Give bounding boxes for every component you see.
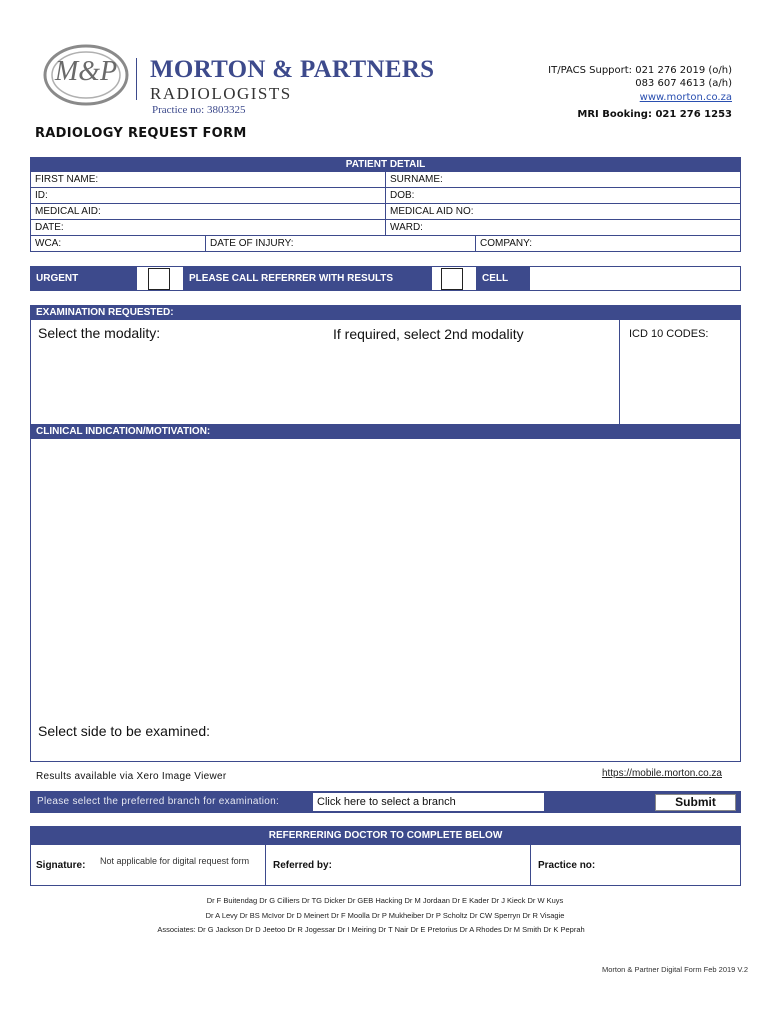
practice-name: MORTON & PARTNERS bbox=[150, 56, 435, 83]
id-field[interactable]: ID: bbox=[31, 188, 386, 203]
icd-divider bbox=[619, 320, 620, 424]
date-field[interactable]: DATE: bbox=[31, 220, 386, 235]
practice-sub: RADIOLOGISTS bbox=[150, 84, 292, 103]
mri-booking: MRI Booking: 021 276 1253 bbox=[577, 109, 732, 120]
referred-by-field[interactable]: Referred by: bbox=[273, 860, 332, 871]
support-line2: 083 607 4613 (a/h) bbox=[635, 78, 732, 89]
icd-codes-label[interactable]: ICD 10 CODES: bbox=[629, 328, 709, 340]
branch-select[interactable]: Click here to select a branch bbox=[313, 793, 544, 811]
examination-header: EXAMINATION REQUESTED: bbox=[30, 305, 741, 320]
wca-field[interactable]: WCA: bbox=[31, 236, 206, 251]
date-of-injury-field[interactable]: DATE OF INJURY: bbox=[206, 236, 476, 251]
signature-divider bbox=[265, 845, 266, 885]
doctors-line-2: Dr A Levy Dr BS McIvor Dr D Meinert Dr F Moolla Dr P Mukheiber Dr P Scholtz Dr CW Sperryn Dr R Visagie bbox=[205, 911, 565, 920]
website-link[interactable]: www.morton.co.za bbox=[639, 92, 732, 103]
cell-input[interactable] bbox=[530, 267, 740, 290]
doctors-line-3: Associates: Dr G Jackson Dr D Jeetoo Dr R Jogessar Dr I Meiring Dr T Nair Dr E Pretorius Dr A Rhodes Dr M Smith Dr K Peprah bbox=[157, 925, 585, 934]
submit-button[interactable]: Submit bbox=[655, 794, 736, 811]
form-title: RADIOLOGY REQUEST FORM bbox=[35, 126, 247, 141]
branch-label: Please select the preferred branch for examination: bbox=[37, 796, 280, 807]
mobile-link[interactable]: https://mobile.morton.co.za bbox=[601, 768, 722, 779]
logo-monogram: M&P bbox=[54, 56, 118, 87]
modality2-select[interactable]: If required, select 2nd modality bbox=[333, 326, 524, 342]
call-referrer-checkbox[interactable] bbox=[441, 268, 463, 290]
xero-viewer-text: Results available via Xero Image Viewer bbox=[36, 771, 227, 782]
call-referrer-label: PLEASE CALL REFERRER WITH RESULTS bbox=[183, 266, 432, 291]
patient-detail-header: PATIENT DETAIL bbox=[30, 157, 741, 172]
clinical-textarea[interactable] bbox=[32, 440, 739, 715]
ward-field[interactable]: WARD: bbox=[390, 222, 423, 233]
practice-number: Practice no: 3803325 bbox=[152, 104, 246, 116]
company-field[interactable]: COMPANY: bbox=[480, 238, 533, 249]
signature-label: Signature: bbox=[36, 860, 86, 871]
modality-select[interactable]: Select the modality: bbox=[38, 325, 161, 341]
dob-field[interactable]: DOB: bbox=[390, 190, 415, 201]
first-name-field[interactable]: FIRST NAME: bbox=[31, 172, 386, 187]
clinical-header: CLINICAL INDICATION/MOTIVATION: bbox=[30, 424, 741, 439]
referring-header: REFERRERING DOCTOR TO COMPLETE BELOW bbox=[30, 826, 741, 845]
urgent-label: URGENT bbox=[30, 266, 137, 291]
examination-section bbox=[30, 305, 741, 425]
medical-aid-no-field[interactable]: MEDICAL AID NO: bbox=[390, 206, 474, 217]
medical-aid-field[interactable]: MEDICAL AID: bbox=[31, 204, 386, 219]
support-line1: IT/PACS Support: 021 276 2019 (o/h) bbox=[548, 65, 732, 76]
urgent-checkbox[interactable] bbox=[148, 268, 170, 290]
not-applicable-note: Not applicable for digital request form bbox=[100, 856, 250, 866]
cell-label: CELL bbox=[476, 266, 530, 291]
form-version: Morton & Partner Digital Form Feb 2019 V.2 bbox=[601, 965, 748, 974]
practice-no-field[interactable]: Practice no: bbox=[538, 860, 596, 871]
side-select[interactable]: Select side to be examined: bbox=[38, 723, 210, 739]
referred-divider bbox=[530, 845, 531, 885]
surname-field[interactable]: SURNAME: bbox=[390, 174, 443, 185]
logo-divider bbox=[136, 58, 137, 100]
doctors-line-1: Dr F Buitendag Dr G Cilliers Dr TG Dicker Dr GEB Hacking Dr M Jordaan Dr E Kader Dr J Kieck Dr W Kuys bbox=[206, 896, 564, 905]
logo bbox=[42, 44, 130, 106]
